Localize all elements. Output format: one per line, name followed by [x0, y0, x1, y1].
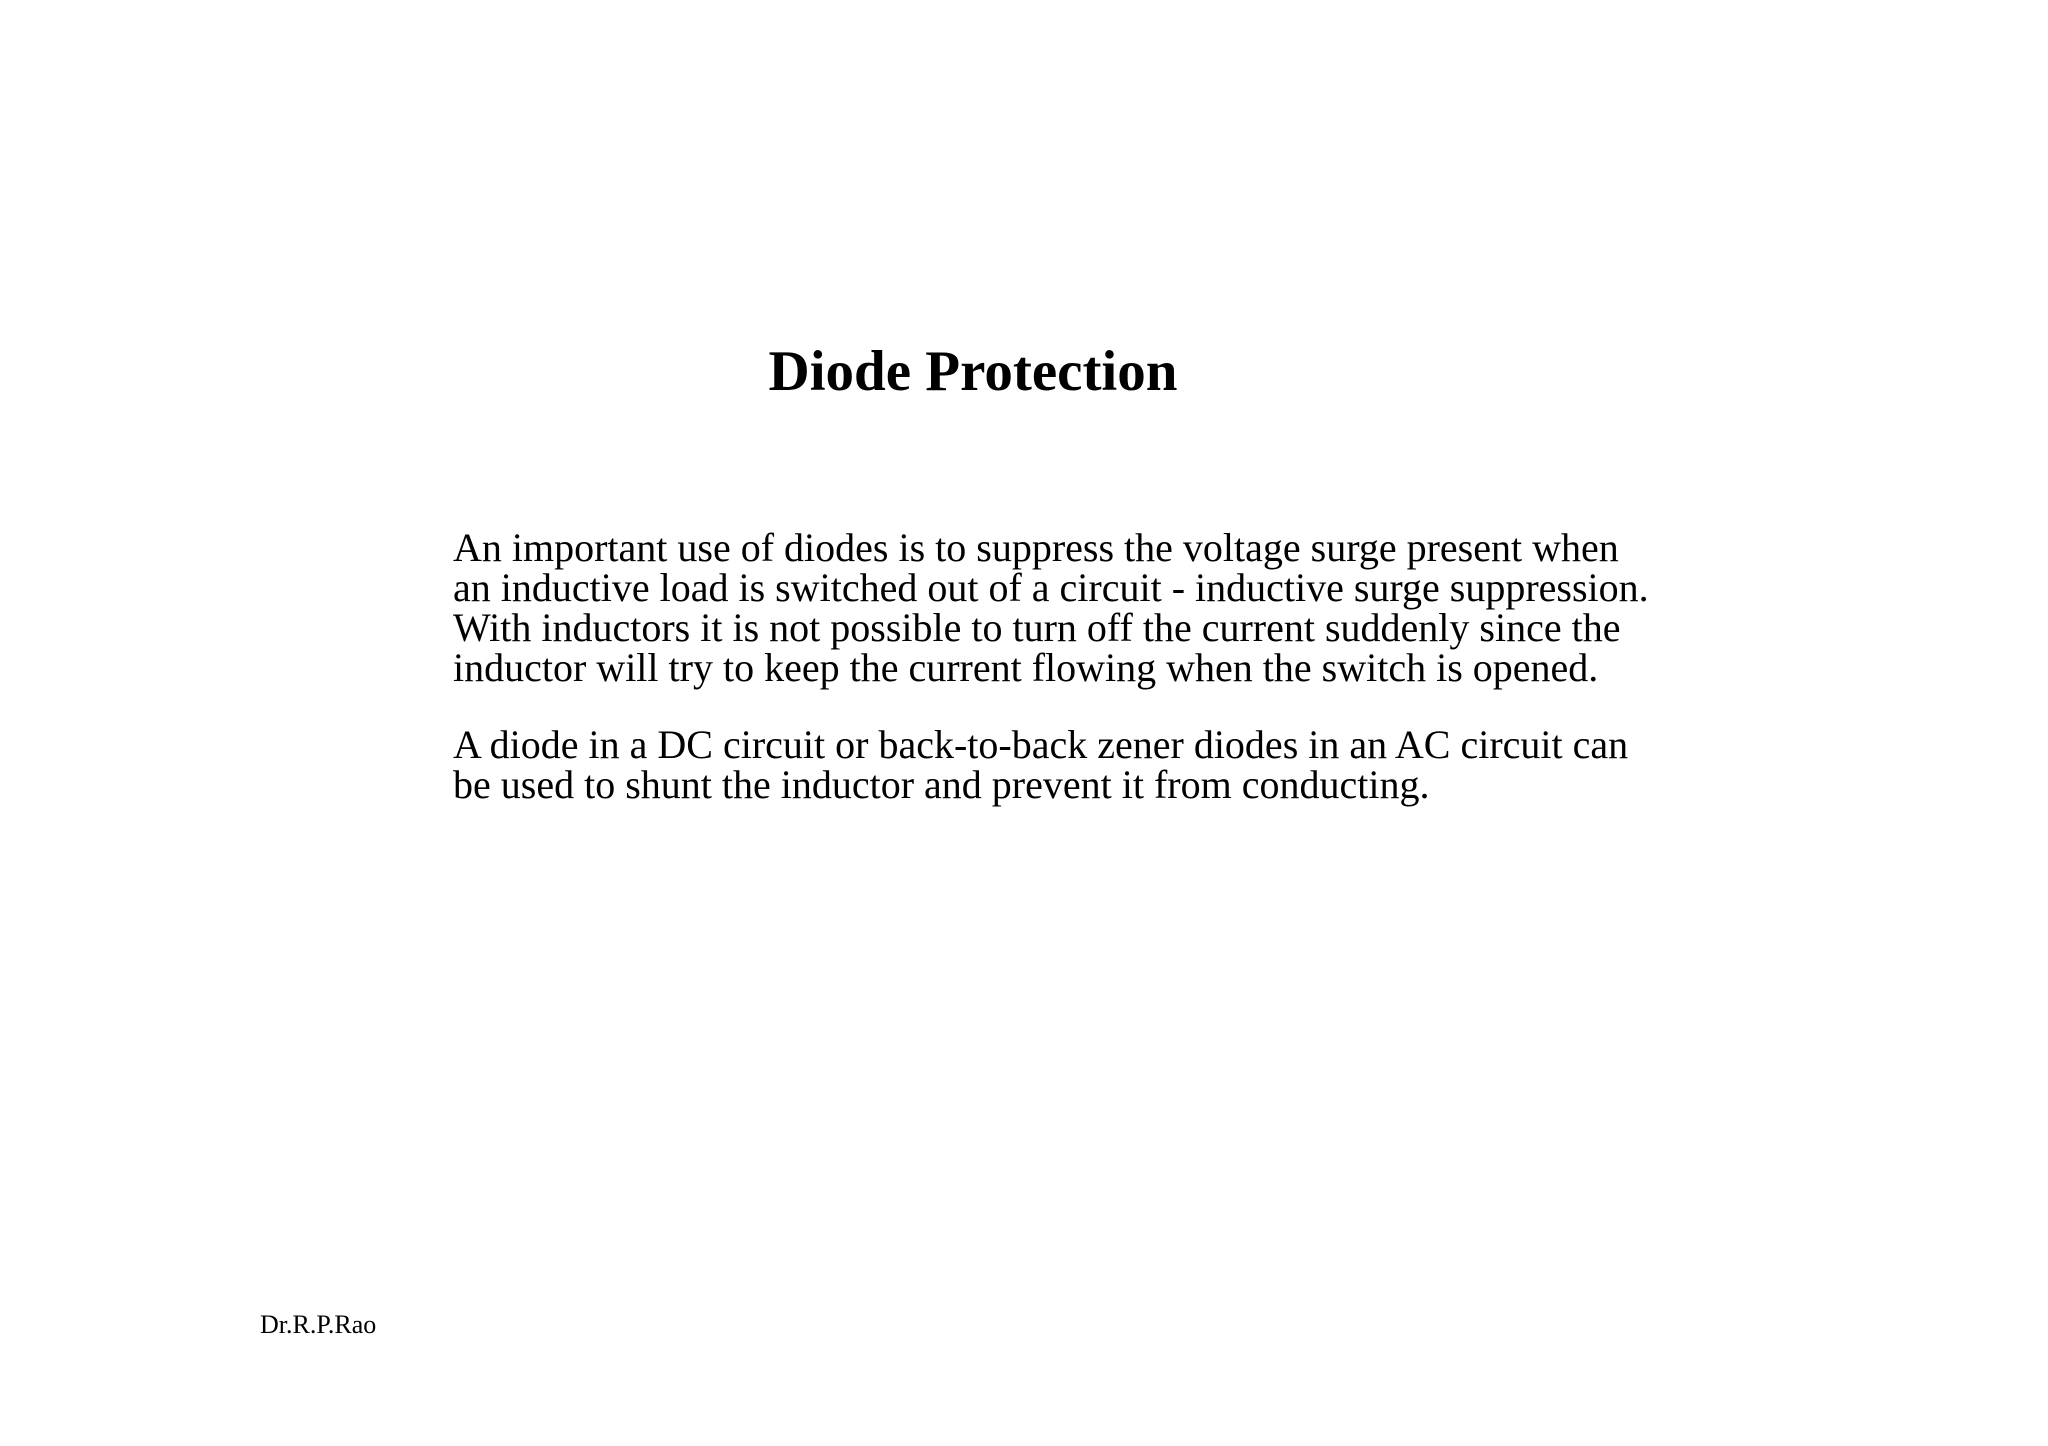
- paragraph-line: inductor will try to keep the current flowing when the switch is opened.: [453, 645, 1599, 690]
- paragraph-inductive-surge: [453, 525, 1653, 690]
- paragraph-line: With inductors it is not possible to turn off the current suddenly since the: [453, 605, 1621, 650]
- paragraph-line: be used to shunt the inductor and prevent it from conducting.: [453, 762, 1430, 807]
- slide-title: Diode Protection: [768, 340, 1178, 403]
- footer-author: Dr.R.P.Rao: [260, 1310, 377, 1339]
- paragraph-line: A diode in a DC circuit or back-to-back zener diodes in an AC circuit can: [453, 722, 1629, 767]
- paragraph-line: an inductive load is switched out of a circuit - inductive surge suppression.: [453, 565, 1649, 610]
- paragraph-diode-shunt: [453, 722, 1653, 807]
- paragraph-line: An important use of diodes is to suppress the voltage surge present when: [453, 525, 1619, 570]
